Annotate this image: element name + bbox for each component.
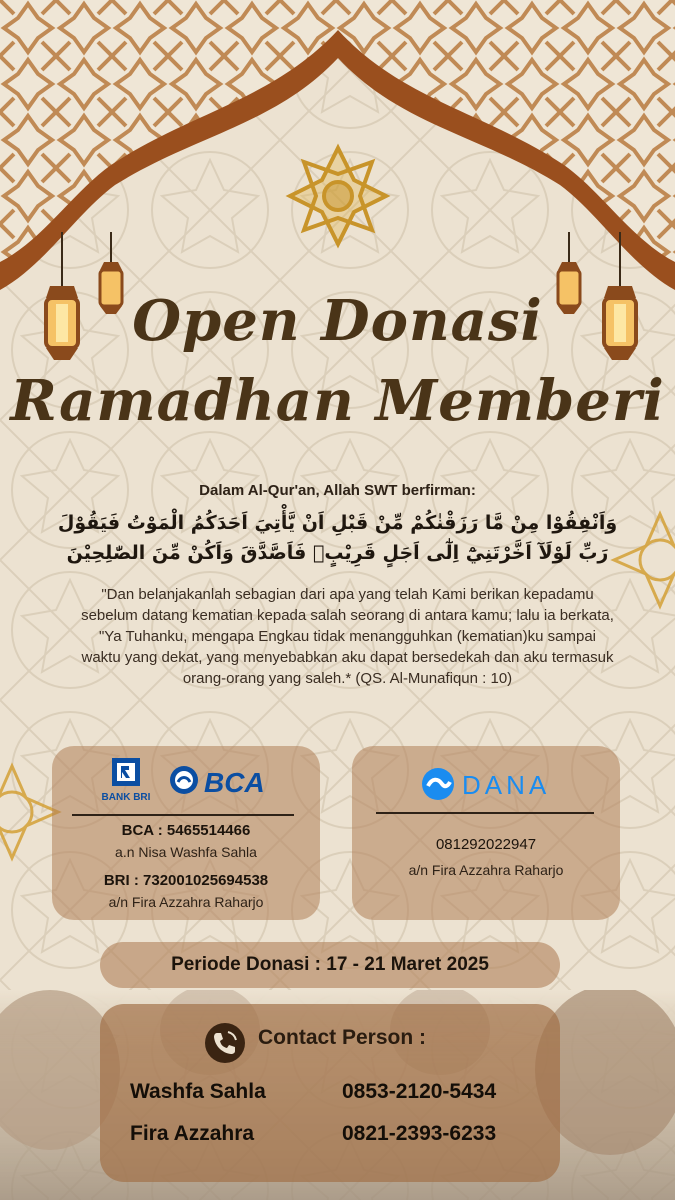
bri-logo-icon [96,756,156,806]
dana-divider [376,812,594,814]
dana-account-name: a/n Fira Azzahra Raharjo [408,862,564,878]
donation-period: Periode Donasi : 17 - 21 Maret 2025 [100,942,560,988]
bca-logo-icon [168,764,268,800]
bca-account-name: a.n Nisa Washfa Sahla [115,844,257,860]
contact-name-1: Washfa Sahla [130,1080,266,1103]
bank-transfer-card [52,746,320,920]
dana-logo-text: DANA [462,770,551,800]
contact-card [100,1004,560,1182]
title-line-1: Open Donasi [132,288,543,354]
bca-logo-text: BCA [204,767,265,798]
bank-divider [72,814,294,816]
phone-icon [204,1022,246,1064]
contact-name-2: Fira Azzahra [130,1122,255,1145]
bca-account-number: BCA : 5465514466 [121,822,251,839]
bri-account-name: a/n Fira Azzahra Raharjo [108,894,264,910]
title-line-2: Ramadhan Memberi [10,368,665,434]
quran-intro: Dalam Al-Qur'an, Allah SWT berfirman: [199,482,476,499]
bri-account-number: BRI : 732001025694538 [103,872,269,889]
arabic-verse: وَاَنْفِقُوْا مِنْ مَّا رَزَقْنٰكُمْ مِّنْ قَبْلِ اَنْ يَّأْتِيَ اَحَدَكُمُ الْمَوْتُ فَيَقُوْلَ رَبِّ لَوْلَآ اَخَّرْتَنِيْٓ اِلٰٓى اَجَلٍ قَرِيْبٍۚ فَاَصَّدَّقَ وَاَكُنْ مِّنَ الصّٰلِحِيْنَ [57,512,618,564]
dana-logo-icon [420,764,560,804]
contact-phone-1[interactable]: 0853-2120-5434 [342,1080,497,1103]
verse-translation: "Dan belanjakanlah sebagian dari apa yang telah Kami berikan kepadamu sebelum datang kematian kepada salah seorang di antara kamu; lalu ia berkata, "Ya Tuhanku, mengapa Engkau tidak menangguhkan (kematian)ku sampai waktu yang dekat, yang menyebabkan aku dapat bersedekah dan aku termasuk orang-orang yang saleh.* (QS. Al-Munafiqun : 10) [81,586,614,687]
bri-logo-text: BANK BRI [101,792,151,803]
contact-phone-2[interactable]: 0821-2393-6233 [342,1122,497,1145]
dana-number: 081292022947 [435,836,537,853]
contact-title: Contact Person : [258,1026,427,1049]
dana-card [352,746,620,920]
